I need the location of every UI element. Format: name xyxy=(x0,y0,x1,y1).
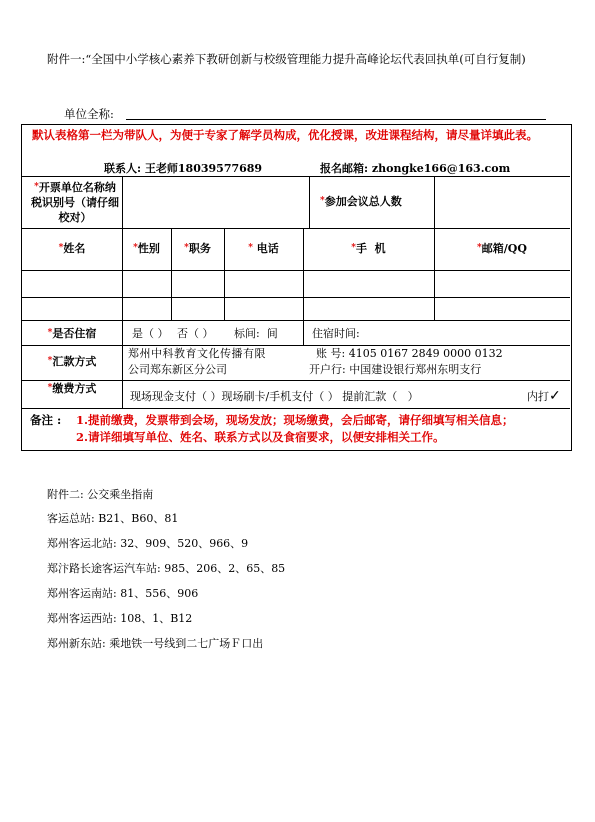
col-gender: *性别 xyxy=(133,242,160,255)
internal-print: 内打✓ xyxy=(527,388,561,404)
email-info: 报名邮箱: zhongke166@163.com xyxy=(320,162,511,175)
document-title: 附件一:“全国中小学核心素养下教研创新与校级管理能力提升高峰论坛代表回执单(可自行复制) xyxy=(47,52,526,66)
lodging-time[interactable]: 住宿时间: xyxy=(312,327,360,340)
contact-info: 联系人: 王老师18039577689 xyxy=(104,162,263,175)
remarks-line1: 1.提前缴费，发票带到会场，现场发放；现场缴费，会后邮寄，请仔细填写相关信息； xyxy=(76,413,514,427)
remarks-line2: 2.请详细填写单位、姓名、联系方式以及食宿要求，以便安排相关工作。 xyxy=(76,430,445,444)
remarks-label: 备注 : xyxy=(30,413,62,427)
lodging-label: *是否住宿 xyxy=(47,327,97,340)
remit-account: 账 号: 4105 0167 2849 0000 0132 xyxy=(316,347,503,360)
invoice-input[interactable] xyxy=(123,177,308,227)
col-position: *职务 xyxy=(184,242,211,255)
bus-guide-title: 附件二: 公交乘坐指南 xyxy=(47,488,154,501)
bus-guide-item: 客运总站: B21、B60、81 xyxy=(47,512,179,525)
registration-form xyxy=(21,124,572,451)
bus-guide-item: 郑州新东站: 乘地铁一号线到二七广场Ｆ口出 xyxy=(47,637,264,650)
check-icon: ✓ xyxy=(549,388,561,404)
invoice-label: *开票单位名称纳税识别号（请仔细校对） xyxy=(31,181,119,224)
attendee-label: *参加会议总人数 xyxy=(320,195,402,208)
payment-label: *缴费方式 xyxy=(47,382,97,395)
table-row[interactable] xyxy=(22,271,570,296)
lodging-no-option[interactable]: 否（ ） xyxy=(177,327,214,340)
col-email-qq: *邮箱/QQ xyxy=(477,242,527,255)
col-mobile: *手 机 xyxy=(351,242,386,255)
lodging-yes-option[interactable]: 是（ ） xyxy=(132,327,169,340)
bus-guide-item: 郑州客运北站: 32、909、520、966、9 xyxy=(47,537,249,550)
attendee-count-input[interactable] xyxy=(435,177,569,227)
bus-guide-item: 郑州客运南站: 81、556、906 xyxy=(47,587,199,600)
remit-bank: 开户行: 中国建设银行郑州东明支行 xyxy=(309,363,482,376)
remit-company-line1: 郑州中科教育文化传播有限 xyxy=(128,347,266,360)
remit-company-line2: 公司郑东新区分公司 xyxy=(128,363,227,376)
unit-name-label: 单位全称: xyxy=(64,107,114,121)
col-phone: * 电话 xyxy=(248,242,279,255)
table-row[interactable] xyxy=(22,298,570,319)
remit-label: *汇款方式 xyxy=(47,355,97,368)
payment-options[interactable]: 现场现金支付（ ）现场刷卡/手机支付（ ） 提前汇款（ ） xyxy=(130,390,419,403)
standard-room-count[interactable]: 标间: 间 xyxy=(234,327,278,340)
bus-guide-item: 郑汴路长途客运汽车站: 985、206、2、65、85 xyxy=(47,562,286,575)
bus-guide-item: 郑州客运西站: 108、1、B12 xyxy=(47,612,193,625)
col-name: *姓名 xyxy=(58,242,86,255)
unit-name-field[interactable] xyxy=(126,119,546,120)
form-notice: 默认表格第一栏为带队人，为便于专家了解学员构成，优化授课，改进课程结构，请尽量详填此表。 xyxy=(32,128,538,142)
